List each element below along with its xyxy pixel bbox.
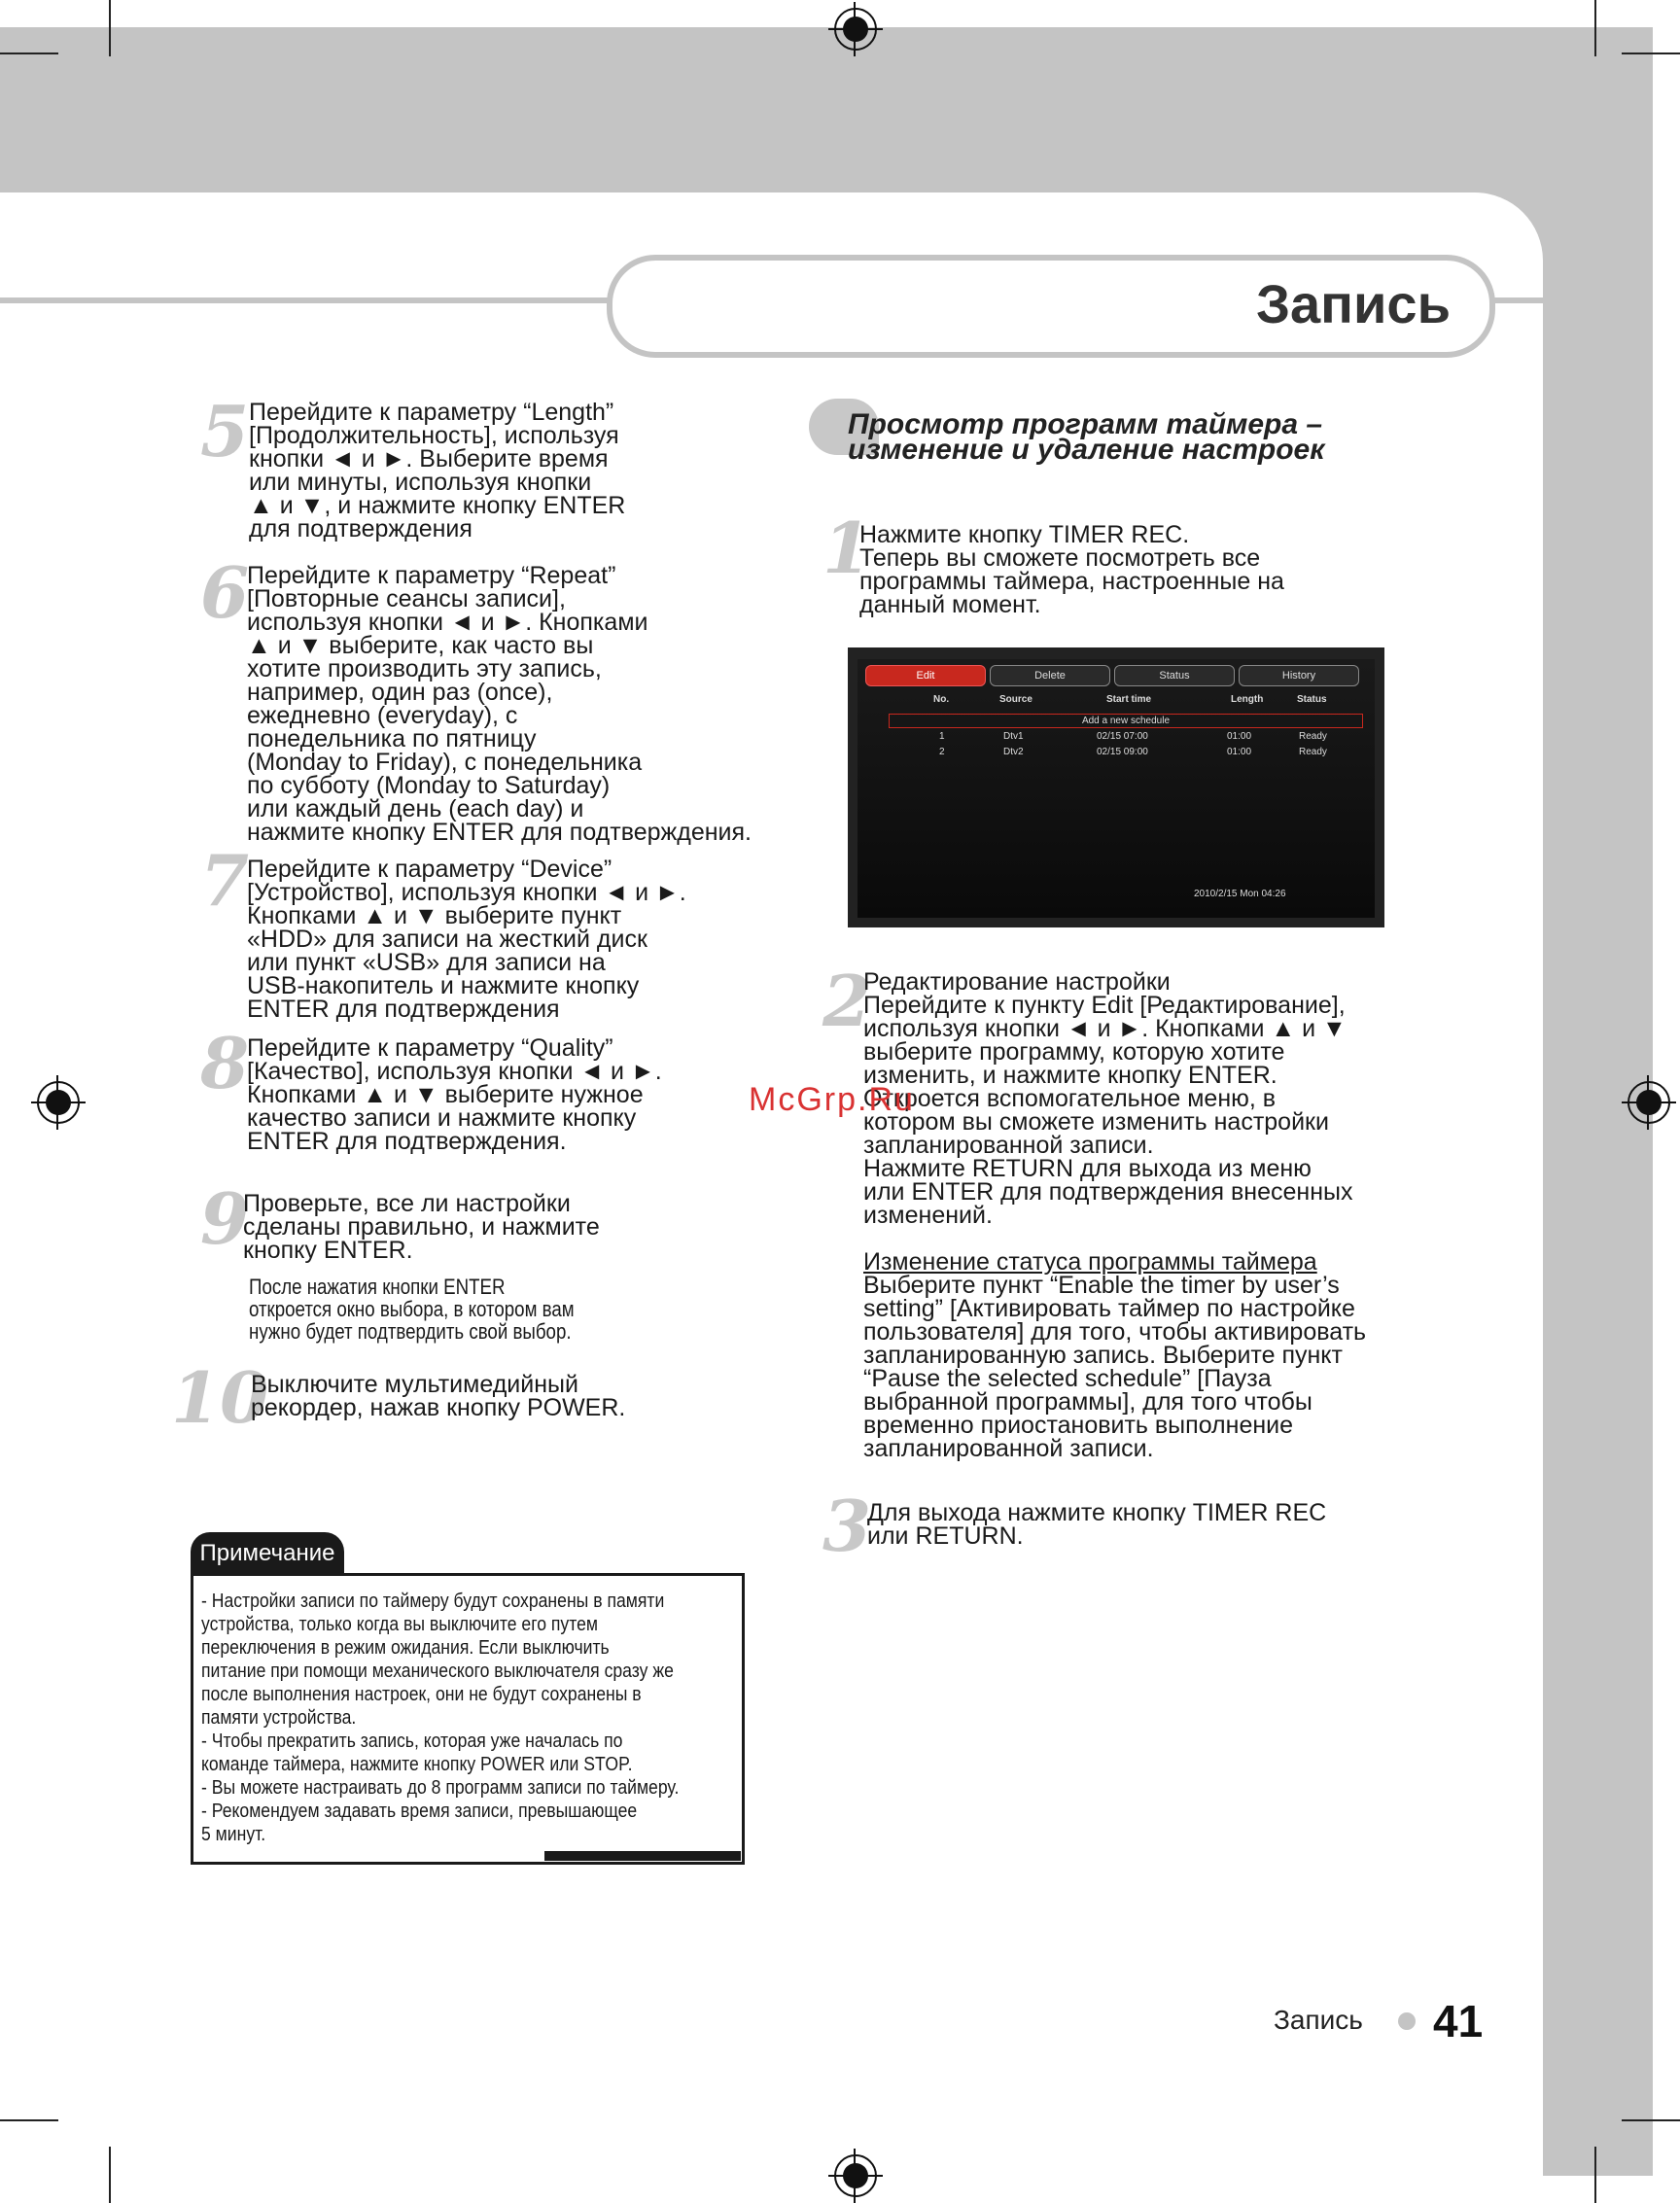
status-line: “Pause the selected schedule” [Пауза <box>863 1365 1272 1392</box>
step-text <box>251 1373 625 1419</box>
crop-mark <box>1594 2147 1596 2203</box>
crop-mark <box>109 2147 111 2203</box>
step-line: используя кнопки ◄ и ►. Кнопками ▲ и ▼ <box>863 1015 1347 1042</box>
step-line: ENTER для подтверждения. <box>247 1128 567 1155</box>
step-line: ENTER для подтверждения <box>247 996 560 1023</box>
step-line: выберите программу, которую хотите <box>863 1038 1285 1066</box>
step-line: кнопки ◄ и ►. Выберите время <box>249 445 609 472</box>
step-line: для подтверждения <box>249 515 472 542</box>
step-number: 6 <box>200 551 250 634</box>
note-line: памяти устройства. <box>201 1707 357 1729</box>
step-line: изменений. <box>863 1202 993 1229</box>
tab-status[interactable]: Status <box>1114 665 1235 686</box>
screen-tabs <box>865 665 1367 686</box>
row-source: Dtv1 <box>1003 731 1024 742</box>
step-line: «HDD» для записи на жесткий диск <box>247 926 648 953</box>
step-line: [Повторные сеансы записи], <box>247 585 566 612</box>
step-text <box>249 401 625 541</box>
top-gray-band <box>0 27 1653 192</box>
step-line: или каждый день (each day) и <box>247 795 584 822</box>
note-bar <box>544 1851 741 1861</box>
note-box <box>191 1573 745 1865</box>
step-line: изменить, и нажмите кнопку ENTER. <box>863 1062 1278 1089</box>
note-line: питание при помощи механического выключателя сразу же <box>201 1661 674 1682</box>
row-no: 2 <box>939 747 945 757</box>
status-line: setting” [Активировать таймер по настройке <box>863 1295 1355 1322</box>
step-line: Перейдите к параметру “Length” <box>249 399 614 426</box>
row-no: 1 <box>939 731 945 742</box>
step-line: (Monday to Friday), с понедельника <box>247 749 643 776</box>
step-line: Нажмите кнопку TIMER REC. <box>859 521 1190 548</box>
step-text <box>247 857 686 1021</box>
step-text <box>863 970 1366 1460</box>
step-line: запланированной записи. <box>863 1132 1154 1159</box>
crop-mark <box>1622 2119 1680 2121</box>
col-start: Start time <box>1106 694 1152 705</box>
header-rule <box>0 297 612 303</box>
step-text <box>247 1036 662 1153</box>
status-line: запланированной записи. <box>863 1435 1154 1462</box>
step-line: или RETURN. <box>867 1522 1024 1550</box>
timer-screen <box>848 647 1384 927</box>
step-number: 8 <box>200 1022 250 1104</box>
step-line: Откроется вспомогательное меню, в <box>863 1085 1277 1112</box>
step-line: котором вы сможете изменить настройки <box>863 1108 1329 1136</box>
note-line: - Чтобы прекратить запись, которая уже началась по <box>201 1731 623 1752</box>
header-rule <box>1488 297 1546 303</box>
tab-history[interactable]: History <box>1239 665 1359 686</box>
note-label: Примечание <box>191 1532 344 1575</box>
col-source: Source <box>999 694 1032 705</box>
step-line: Теперь вы сможете посмотреть все <box>859 544 1261 572</box>
step-line: рекордер, нажав кнопку POWER. <box>251 1394 626 1421</box>
step-line: сделаны правильно, и нажмите <box>243 1213 600 1241</box>
step-number: 7 <box>200 839 250 922</box>
right-heading <box>848 408 1325 466</box>
note-line: после выполнения настроек, они не будут сохранены в <box>201 1684 642 1705</box>
step-line: используя кнопки ◄ и ►. Кнопками <box>247 609 648 636</box>
status-line: Выберите пункт “Enable the timer by user’s <box>863 1272 1340 1299</box>
note-line: - Рекомендуем задавать время записи, превышающее <box>201 1801 638 1822</box>
step-line: Выключите мультимедийный <box>251 1371 578 1398</box>
step-line: ▲ и ▼, и нажмите кнопку ENTER <box>249 492 626 519</box>
page-number: 41 <box>1433 1996 1484 2046</box>
step-line: Перейдите к параметру “Device” <box>247 856 612 883</box>
step-line: [Продолжительность], используя <box>249 422 619 449</box>
crop-mark <box>0 52 58 54</box>
note-line: - Настройки записи по таймеру будут сохранены в памяти <box>201 1591 665 1612</box>
registration-mark-icon <box>834 8 877 51</box>
status-line: выбранной программы], для того чтобы <box>863 1388 1312 1416</box>
note-line: переключения в режим ожидания. Если выключить <box>201 1637 610 1659</box>
section-title-pill <box>607 255 1495 358</box>
step-line: Перейдите к параметру “Repeat” <box>247 562 616 589</box>
subnote-line: нужно будет подтвердить свой выбор. <box>249 1319 572 1344</box>
heading-line: Просмотр программ таймера – <box>848 408 1323 440</box>
step-text <box>867 1501 1326 1548</box>
step-number: 2 <box>822 960 872 1042</box>
step-text <box>859 523 1284 616</box>
step-line: или ENTER для подтверждения внесенных <box>863 1178 1353 1206</box>
step-line: например, один раз (once), <box>247 679 553 706</box>
note-line: устройства, только когда вы выключите его путем <box>201 1614 598 1635</box>
col-no: No. <box>933 694 950 705</box>
step-line: Кнопками ▲ и ▼ выберите нужное <box>247 1081 644 1108</box>
step-line: ▲ и ▼ выберите, как часто вы <box>247 632 594 659</box>
status-line: запланированную запись. Выберите пункт <box>863 1342 1343 1369</box>
step-text <box>243 1192 632 1343</box>
crop-mark <box>109 0 111 56</box>
step-line: качество записи и нажмите кнопку <box>247 1104 637 1132</box>
subnote-line: откроется окно выбора, в котором вам <box>249 1297 575 1321</box>
row-length: 01:00 <box>1227 747 1252 757</box>
col-status: Status <box>1297 694 1327 705</box>
step-subnote <box>249 1276 632 1343</box>
registration-mark-icon <box>37 1081 80 1124</box>
subnote-line: После нажатия кнопки ENTER <box>249 1275 506 1299</box>
crop-mark <box>1622 52 1680 54</box>
step-line: Перейдите к параметру “Quality” <box>247 1034 613 1062</box>
tab-edit[interactable]: Edit <box>865 665 986 686</box>
crop-mark <box>0 2119 58 2121</box>
step-line: [Устройство], используя кнопки ◄ и ►. <box>247 879 686 906</box>
tab-delete[interactable]: Delete <box>990 665 1110 686</box>
step-number: 9 <box>200 1177 250 1260</box>
step-line: USB-накопитель и нажмите кнопку <box>247 972 640 999</box>
step-line: или пункт «USB» для записи на <box>247 949 606 976</box>
step-line: Редактирование настройки <box>863 968 1171 996</box>
step-number: 3 <box>822 1485 872 1567</box>
step-line: ежедневно (everyday), с <box>247 702 518 729</box>
step-line: [Качество], используя кнопки ◄ и ►. <box>247 1058 662 1085</box>
watermark: McGrp.Ru <box>749 1081 915 1118</box>
step-number: 5 <box>200 390 250 472</box>
step-line: Нажмите RETURN для выхода из меню <box>863 1155 1312 1182</box>
note-line: команде таймера, нажмите кнопку POWER или STOP. <box>201 1754 633 1775</box>
col-length: Length <box>1231 694 1264 705</box>
registration-mark-icon <box>1628 1081 1670 1124</box>
step-line: или минуты, используя кнопки <box>249 469 592 496</box>
step-line: программы таймера, настроенные на <box>859 568 1284 595</box>
row-start: 02/15 07:00 <box>1097 731 1148 742</box>
row-source: Dtv2 <box>1003 747 1024 757</box>
step-number: 10 <box>171 1356 269 1439</box>
note-line: 5 минут. <box>201 1824 266 1845</box>
step-line: Кнопками ▲ и ▼ выберите пункт <box>247 902 622 929</box>
status-line: временно приостановить выполнение <box>863 1412 1294 1439</box>
crop-mark <box>1594 0 1596 56</box>
heading-line: изменение и удаление настроек <box>848 434 1325 466</box>
note-line: - Вы можете настраивать до 8 программ записи по таймеру. <box>201 1777 680 1799</box>
status-line: пользователя] для того, чтобы активировать <box>863 1318 1367 1346</box>
step-line: Перейдите к пункту Edit [Редактирование], <box>863 992 1346 1019</box>
step-line: кнопку ENTER. <box>243 1237 413 1264</box>
step-line: Для выхода нажмите кнопку TIMER REC <box>867 1499 1327 1526</box>
screen-clock: 2010/2/15 Mon 04:26 <box>1194 889 1286 899</box>
row-status: Ready <box>1299 731 1327 742</box>
row-start: 02/15 09:00 <box>1097 747 1148 757</box>
step-number: 1 <box>822 507 872 589</box>
step-line: нажмите кнопку ENTER для подтверждения. <box>247 819 752 846</box>
step-text <box>247 564 752 844</box>
row-length: 01:00 <box>1227 731 1252 742</box>
footer-section: Запись <box>1274 2005 1363 2035</box>
row-status: Ready <box>1299 747 1327 757</box>
step-line: по субботу (Monday to Saturday) <box>247 772 611 799</box>
status-heading: Изменение статуса программы таймера <box>863 1248 1317 1276</box>
step-line: понедельника по пятницу <box>247 725 537 752</box>
screen-inner <box>858 659 1375 918</box>
step-line: хотите производить эту запись, <box>247 655 602 682</box>
registration-mark-icon <box>834 2154 877 2197</box>
step-line: Проверьте, все ли настройки <box>243 1190 571 1217</box>
section-title: Запись <box>1255 273 1451 334</box>
step-line: данный момент. <box>859 591 1041 618</box>
add-schedule-row[interactable]: Add a new schedule <box>889 714 1363 728</box>
footer-dot <box>1398 2012 1416 2030</box>
